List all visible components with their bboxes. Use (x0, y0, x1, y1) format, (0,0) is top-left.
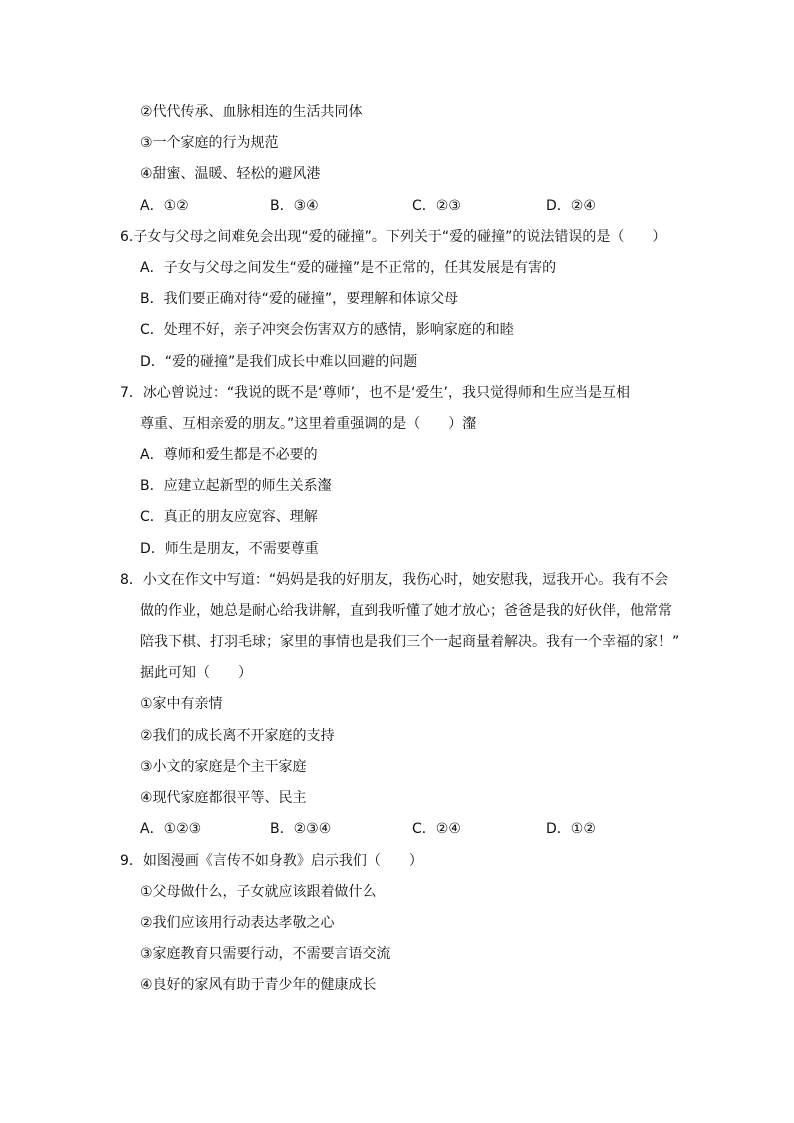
q5-item-4: ④甜蜜、温暖、轻松的避风港 (140, 166, 321, 182)
q9-item-4: ④良好的家风有助于青少年的健康成长 (140, 977, 377, 993)
q7-option-d: D．师生是朋友，不需要尊重 (140, 541, 319, 557)
q8-stem-line1: 8．小文在作文中写道：“妈妈是我的好朋友，我伤心时，她安慰我，逗我开心。我有不会 (120, 572, 669, 588)
q5-option-d: D．②④ (546, 198, 596, 214)
q8-option-a: A．①②③ (140, 821, 202, 837)
q7-option-b: B．应建立起新型的师生关系瀣 (140, 478, 332, 494)
q5-option-c: C．②③ (412, 198, 461, 214)
q5-option-a: A．①② (140, 198, 189, 214)
q7-option-c: C．真正的朋友应宽容、理解 (140, 509, 318, 525)
q7-stem-line2: 尊重、互相亲爱的朋友。”这里着重强调的是（ ）瀣 (140, 416, 477, 432)
q8-item-3: ③小文的家庭是个主干家庭 (140, 759, 307, 775)
q8-item-4: ④现代家庭都很平等、民主 (140, 790, 307, 806)
q8-option-d: D．①② (546, 821, 596, 837)
q8-option-b: B．②③④ (270, 821, 332, 837)
q8-option-c: C．②④ (412, 821, 461, 837)
q8-stem-line3: 陪我下棋、打羽毛球；家里的事情也是我们三个一起商量着解决。我有一个幸福的家！” (140, 634, 680, 650)
q9-item-2: ②我们应该用行动表达孝敬之心 (140, 915, 335, 931)
q9-item-3: ③家庭教育只需要行动，不需要言语交流 (140, 946, 391, 962)
q6-option-b: B．我们要正确对待“爱的碰撞”，要理解和体谅父母 (140, 291, 459, 307)
q7-stem-line1: 7．冰心曾说过：“我说的既不是‘尊师’，也不是‘爱生’，我只觉得师和生应当是互相 (120, 385, 630, 401)
q9-item-1: ①父母做什么，子女就应该跟着做什么 (140, 884, 377, 900)
q6-option-c: C．处理不好，亲子冲突会伤害双方的感情，影响家庭的和睦 (140, 322, 514, 338)
q8-stem-line4: 据此可知（ ） (140, 665, 252, 681)
q9-stem: 9．如图漫画《言传不如身教》启示我们（ ） (120, 853, 423, 869)
q6-option-d: D．“爱的碰撞”是我们成长中难以回避的问题 (140, 354, 418, 370)
q5-item-2: ②代代传承、血脉相连的生活共同体 (140, 104, 363, 120)
q7-option-a: A．尊师和爱生都是不必要的 (140, 447, 318, 463)
q6-option-a: A．子女与父母之间发生“爱的碰撞”是不正常的，任其发展是有害的 (140, 260, 557, 276)
q6-stem: 6.子女与父母之间难免会出现“爱的碰撞”。下列关于“爱的碰撞”的说法错误的是（ ） (120, 229, 667, 245)
q8-stem-line2: 做的作业，她总是耐心给我讲解，直到我听懂了她才放心；爸爸是我的好伙伴，他常常 (140, 603, 672, 619)
q8-item-2: ②我们的成长离不开家庭的支持 (140, 728, 335, 744)
q8-item-1: ①家中有亲情 (140, 696, 223, 712)
q5-item-3: ③一个家庭的行为规范 (140, 135, 279, 151)
q5-option-b: B．③④ (270, 198, 319, 214)
